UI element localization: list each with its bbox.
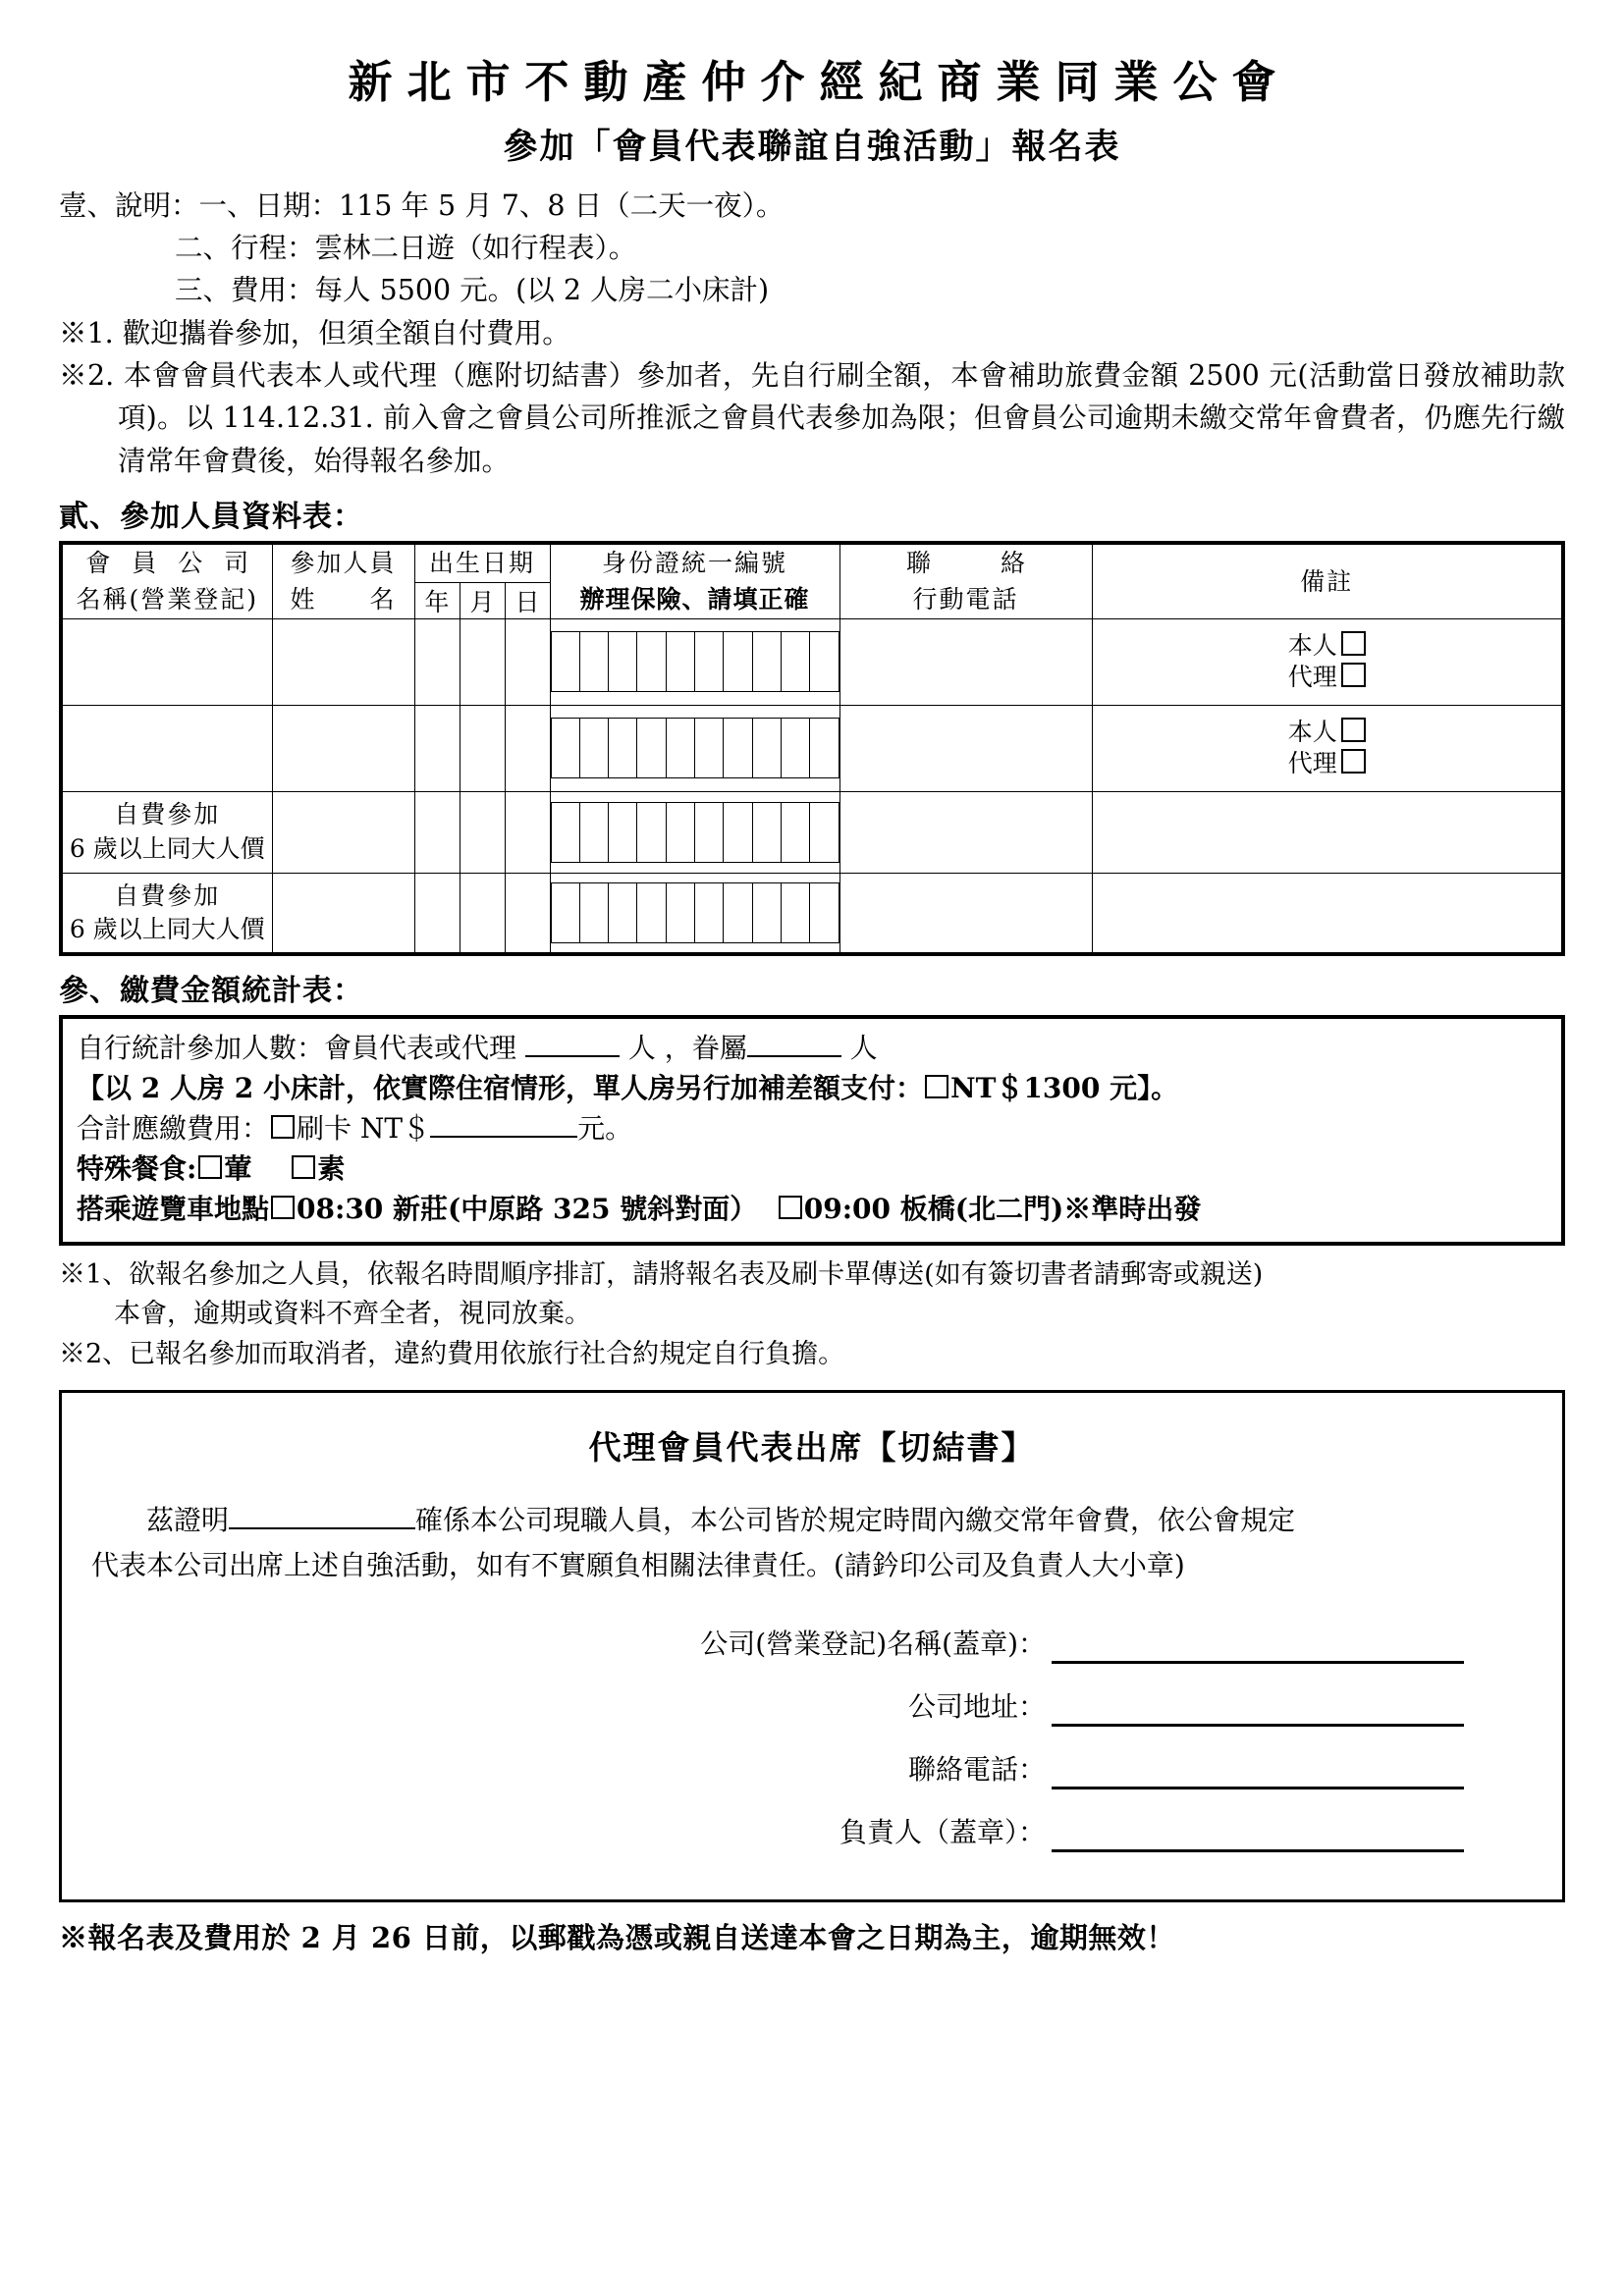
- remark-self-label: 本人: [1287, 718, 1337, 747]
- affidavit-company-name-input[interactable]: [1052, 1631, 1464, 1664]
- col-remark: 備註: [1092, 543, 1563, 619]
- section-one-label: 壹、說明：: [59, 188, 199, 222]
- col-birthdate: 出生日期: [414, 543, 550, 582]
- cell-mobile-phone[interactable]: [839, 705, 1092, 791]
- section-one-first-line: [59, 185, 1565, 227]
- bus-pickup-label: 搭乘遊覽車地點: [77, 1192, 270, 1225]
- col-participant-name-top: 參加人員: [290, 548, 397, 577]
- remark-self-label: 本人: [1287, 631, 1337, 661]
- affidavit-field-address: [91, 1685, 1533, 1727]
- fee-room-rule-text: 【以 2 人房 2 小床計，依實際住宿情形，單人房另行加補差額支付：: [77, 1072, 923, 1105]
- document-title: 參加「會員代表聯誼自強活動」報名表: [503, 126, 1121, 167]
- affidavit-field-label: 公司(營業登記)名稱(蓋章)：: [700, 1628, 1046, 1661]
- cell-birth-month[interactable]: [460, 791, 505, 873]
- cell-id-number[interactable]: [550, 705, 839, 791]
- affidavit-name-field[interactable]: [229, 1527, 415, 1529]
- cell-id-number[interactable]: [550, 791, 839, 873]
- section-three-label: 參、繳費金額統計表：: [59, 974, 363, 1009]
- section-one-note-2: ※2. 本會會員代表本人或代理（應附切結書）參加者，先自行刷全額，本會補助旅費金額 2500 元(活動當日發放補助款項)。以 114.12.31. 前入會之會員公司所推派之會員代表參加為限；但會員公司逾期未繳交常年會費者，仍應先行繳清常年會費後，始得報名參加。: [59, 359, 1565, 477]
- cell-participant-name[interactable]: [272, 618, 414, 705]
- cell-birth-day[interactable]: [505, 618, 550, 705]
- tail-note-2: ※2、已報名參加而取消者，違約費用依旅行社合約規定自行負擔。: [59, 1338, 845, 1369]
- cell-id-number[interactable]: [550, 873, 839, 954]
- remark-proxy-label: 代理: [1287, 663, 1337, 692]
- affidavit-fields: [91, 1623, 1533, 1852]
- col-id-number-top: 身份證統一編號: [602, 548, 788, 577]
- cell-participant-name[interactable]: [272, 873, 414, 954]
- cell-remark[interactable]: [1092, 873, 1563, 954]
- col-birth-day: 日: [505, 582, 550, 618]
- participants-table: [59, 541, 1565, 957]
- cell-company-name[interactable]: [61, 618, 272, 705]
- cell-self-pay-label: [61, 791, 272, 873]
- remark-proxy-option[interactable]: [1093, 662, 1561, 693]
- bus-punctual-note: ※準時出發: [1063, 1192, 1202, 1225]
- meal-line: [77, 1149, 1547, 1190]
- col-birth-year: 年: [414, 582, 460, 618]
- affidavit-responsible-person-input[interactable]: [1052, 1820, 1464, 1852]
- id-digit-grid: [551, 718, 839, 778]
- bus-option-1-checkbox[interactable]: [271, 1196, 295, 1219]
- remark-proxy-checkbox[interactable]: [1341, 663, 1366, 687]
- cell-remark[interactable]: [1092, 791, 1563, 873]
- affidavit-paragraph-1: [91, 1498, 1533, 1542]
- col-contact-bottom: 行動電話: [912, 585, 1019, 614]
- cell-participant-name[interactable]: [272, 791, 414, 873]
- id-digit-grid: [551, 882, 839, 943]
- cell-birth-month[interactable]: [460, 618, 505, 705]
- table-row: [61, 618, 1563, 705]
- fee-count-prefix: 自行統計參加人數：會員代表或代理: [77, 1032, 517, 1065]
- cell-self-pay-label: [61, 873, 272, 954]
- cell-birth-month[interactable]: [460, 705, 505, 791]
- cell-birth-year[interactable]: [414, 791, 460, 873]
- id-digit-grid: [551, 802, 839, 863]
- id-digit-grid: [551, 631, 839, 692]
- cell-birth-day[interactable]: [505, 791, 550, 873]
- fee-summary-box: [59, 1015, 1565, 1245]
- cell-mobile-phone[interactable]: [839, 873, 1092, 954]
- table-row-self-pay: [61, 873, 1563, 954]
- affidavit-paragraph-2: 代表本公司出席上述自強活動，如有不實願負相關法律責任。(請鈐印公司及負責人大小章): [91, 1548, 1185, 1581]
- cell-birth-day[interactable]: [505, 705, 550, 791]
- bus-option-2-checkbox[interactable]: [779, 1196, 802, 1219]
- fee-family-count-field[interactable]: [747, 1055, 841, 1057]
- credit-card-checkbox[interactable]: [271, 1115, 295, 1139]
- fee-room-rule-line: [77, 1069, 1547, 1109]
- cell-birth-year[interactable]: [414, 618, 460, 705]
- col-id-number: [550, 543, 839, 619]
- col-contact: [839, 543, 1092, 619]
- fee-total-line: [77, 1109, 1547, 1149]
- self-pay-line-2: 6 歲以上同大人價: [69, 833, 265, 863]
- remark-proxy-label: 代理: [1287, 749, 1337, 778]
- table-header-row-top: [61, 543, 1563, 582]
- participants-table-body: [61, 618, 1563, 954]
- section-one-item-1: 一、日期：115 年 5 月 7、8 日（二天一夜）。: [198, 188, 785, 222]
- affidavit-field-responsible-person: [91, 1811, 1533, 1852]
- single-room-checkbox[interactable]: [925, 1075, 948, 1098]
- section-one-item-3: 三、費用：每人 5500 元。(以 2 人房二小床計): [175, 274, 770, 307]
- cell-remark[interactable]: [1092, 618, 1563, 705]
- remark-self-option[interactable]: [1093, 717, 1561, 748]
- col-company-name-top: 會 員 公 司: [85, 548, 256, 577]
- table-row: [61, 705, 1563, 791]
- col-company-name: [61, 543, 272, 619]
- bus-pickup-line: [77, 1190, 1547, 1230]
- affidavit-phone-input[interactable]: [1052, 1757, 1464, 1789]
- fee-total-amount-field[interactable]: [430, 1136, 577, 1138]
- fee-room-rule-amount: NT＄1300 元】。: [949, 1072, 1179, 1105]
- affidavit-certify-prefix: 茲證明: [146, 1504, 230, 1537]
- affidavit-address-input[interactable]: [1052, 1694, 1464, 1727]
- col-company-name-bottom: 名稱(營業登記): [76, 585, 258, 614]
- affidavit-box: [59, 1390, 1565, 1902]
- fee-total-prefix: 合計應繳費用：: [77, 1112, 270, 1146]
- affidavit-field-label: 公司地址：: [907, 1690, 1046, 1724]
- fee-representative-count-field[interactable]: [525, 1055, 620, 1057]
- cell-remark[interactable]: [1092, 705, 1563, 791]
- cell-participant-name[interactable]: [272, 705, 414, 791]
- tail-note-1: ※1、欲報名參加之人員，依報名時間順序排訂，請將報名表及刷卡單傳送(如有簽切書者請郵寄或親送): [59, 1258, 1264, 1290]
- col-contact-top: 聯 絡: [906, 548, 1033, 577]
- fee-total-suffix: 元。: [577, 1112, 633, 1146]
- cell-mobile-phone[interactable]: [839, 618, 1092, 705]
- section-one-item-3-line: [59, 269, 1565, 311]
- cell-birth-year[interactable]: [414, 705, 460, 791]
- fee-count-middle: 人 ，眷屬: [627, 1032, 747, 1065]
- participants-table-head: [61, 543, 1563, 619]
- remark-self-checkbox[interactable]: [1341, 718, 1366, 742]
- bus-option-2-label: 09:00 板橋(北二門): [803, 1192, 1064, 1225]
- remark-self-option[interactable]: [1093, 630, 1561, 662]
- meal-label: 特殊餐食:: [77, 1152, 197, 1186]
- section-two-label: 貳、參加人員資料表：: [59, 499, 363, 534]
- col-participant-name: [272, 543, 414, 619]
- meal-meat-label: 葷: [224, 1152, 252, 1186]
- affidavit-field-phone: [91, 1748, 1533, 1789]
- col-id-number-bottom: 辦理保險、請填正確: [579, 585, 810, 614]
- affidavit-certify-suffix: 確係本公司現職人員，本公司皆於規定時間內繳交常年會費，依公會規定: [415, 1504, 1296, 1537]
- remark-proxy-checkbox[interactable]: [1341, 749, 1366, 774]
- remark-proxy-option[interactable]: [1093, 748, 1561, 779]
- cell-mobile-phone[interactable]: [839, 791, 1092, 873]
- col-birth-month: 月: [460, 582, 505, 618]
- section-one-item-2: 二、行程：雲林二日遊（如行程表）。: [175, 232, 637, 265]
- section-one-item-2-line: [59, 227, 1565, 269]
- organization-title: 新北市不動產仲介經紀商業同業公會: [348, 56, 1291, 108]
- cell-id-number[interactable]: [550, 618, 839, 705]
- bus-option-1-label: 08:30 新莊(中原路 325 號斜對面）: [297, 1192, 758, 1225]
- tail-note-1-cont: 本會，逾期或資料不齊全者，視同放棄。: [114, 1299, 591, 1330]
- cell-birth-day[interactable]: [505, 873, 550, 954]
- section-one-block: [59, 185, 1565, 482]
- fee-count-line: [77, 1029, 1547, 1069]
- affidavit-body: [91, 1498, 1533, 1587]
- meal-veg-label: 素: [317, 1152, 346, 1186]
- affidavit-field-label: 負責人（蓋章）：: [839, 1816, 1046, 1849]
- self-pay-line-1: 自費參加: [114, 800, 221, 829]
- self-pay-line-2: 6 歲以上同大人價: [69, 915, 265, 944]
- section-one-note-1: ※1. 歡迎攜眷參加，但須全額自付費用。: [59, 316, 570, 349]
- deadline-footnote: ※報名表及費用於 2 月 26 日前，以郵戳為憑或親自送達本會之日期為主，逾期無效！: [59, 1921, 1175, 1955]
- tail-notes-block: [59, 1255, 1565, 1375]
- affidavit-field-company-name: [91, 1623, 1533, 1664]
- affidavit-field-label: 聯絡電話：: [907, 1753, 1046, 1787]
- remark-self-checkbox[interactable]: [1341, 631, 1366, 656]
- affidavit-title: 代理會員代表出席【切結書】: [588, 1428, 1036, 1468]
- fee-total-middle: 刷卡 NT＄: [297, 1112, 431, 1146]
- meal-veg-checkbox[interactable]: [292, 1155, 315, 1179]
- cell-birth-year[interactable]: [414, 873, 460, 954]
- table-row-self-pay: [61, 791, 1563, 873]
- cell-company-name[interactable]: [61, 705, 272, 791]
- fee-count-suffix: 人: [849, 1032, 878, 1065]
- self-pay-line-1: 自費參加: [114, 881, 221, 910]
- col-participant-name-bottom: 姓 名: [290, 585, 397, 614]
- cell-birth-month[interactable]: [460, 873, 505, 954]
- meal-meat-checkbox[interactable]: [198, 1155, 222, 1179]
